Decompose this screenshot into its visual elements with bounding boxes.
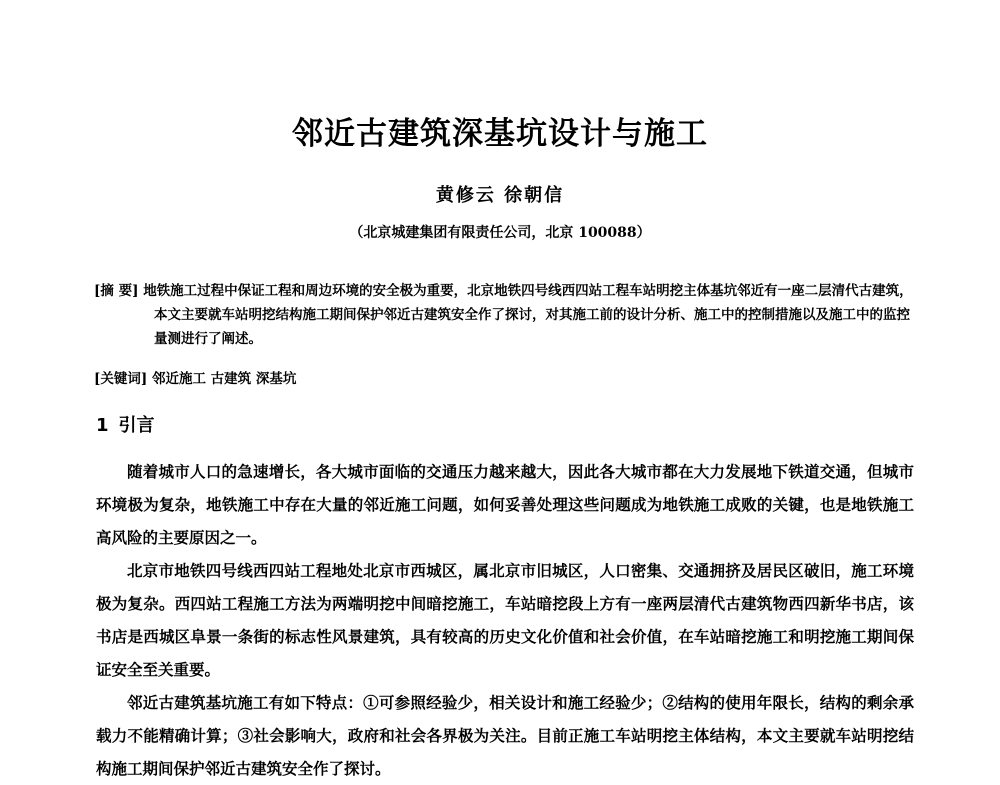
paper-affiliation: （北京城建集团有限责任公司，北京 100088） [349, 225, 651, 241]
paragraph: 随着城市人口的急速增长，各大城市面临的交通压力越来越大，因此各大城市都在大力发展地下铁道交通，但城市环境极为复杂，地铁施工中存在大量的邻近施工问题，如何妥善处理这些问题成为地铁施工成败的关键，也是地铁施工高风险的主要原因之一。 [96, 462, 914, 547]
abstract-text: 地铁施工过程中保证工程和周边环境的安全极为重要，北京地铁四号线西四站工程车站明挖主体基坑邻近有一座二层清代古建筑，本文主要就车站明挖结构施工期间保护邻近古建筑安全作了探讨，对其施工前的设计分析、施工中的控制措施以及施工中的监控量测进行了阐述。 [143, 283, 913, 347]
paragraph: 邻近古建筑基坑施工有如下特点：①可参照经验少，相关设计和施工经验少；②结构的使用年限长，结构的剩余承载力不能精确计算；③社会影响大，政府和社会各界极为关注。目前正施工车站明挖主体结构，本文主要就车站明挖结构施工期间保护邻近古建筑安全作了探讨。 [96, 693, 914, 778]
body-text [96, 455, 914, 785]
section-title: 引言 [118, 415, 155, 436]
abstract-block [94, 279, 914, 351]
keywords [94, 367, 914, 391]
abstract [94, 279, 914, 351]
section-heading [96, 411, 155, 437]
section-number: 1 [96, 415, 109, 436]
abstract-label: [摘 要] [94, 283, 139, 299]
keywords-label: [关键词] [94, 371, 148, 387]
paragraph: 北京市地铁四号线西四站工程地处北京市西城区，属北京市旧城区，人口密集、交通拥挤及居民区破旧，施工环境极为复杂。西四站工程施工方法为两端明挖中间暗挖施工，车站暗挖段上方有一座两层清代古建筑物西四新华书店，该书店是西城区阜景一条街的标志性风景建筑，具有较高的历史文化价值和社会价值，在车站暗挖施工和明挖施工期间保证安全至关重要。 [96, 561, 914, 679]
keywords-text: 邻近施工 古建筑 深基坑 [151, 371, 297, 387]
paper-authors: 黄修云 徐朝信 [435, 185, 565, 206]
paper-title: 邻近古建筑深基坑设计与施工 [292, 116, 708, 152]
